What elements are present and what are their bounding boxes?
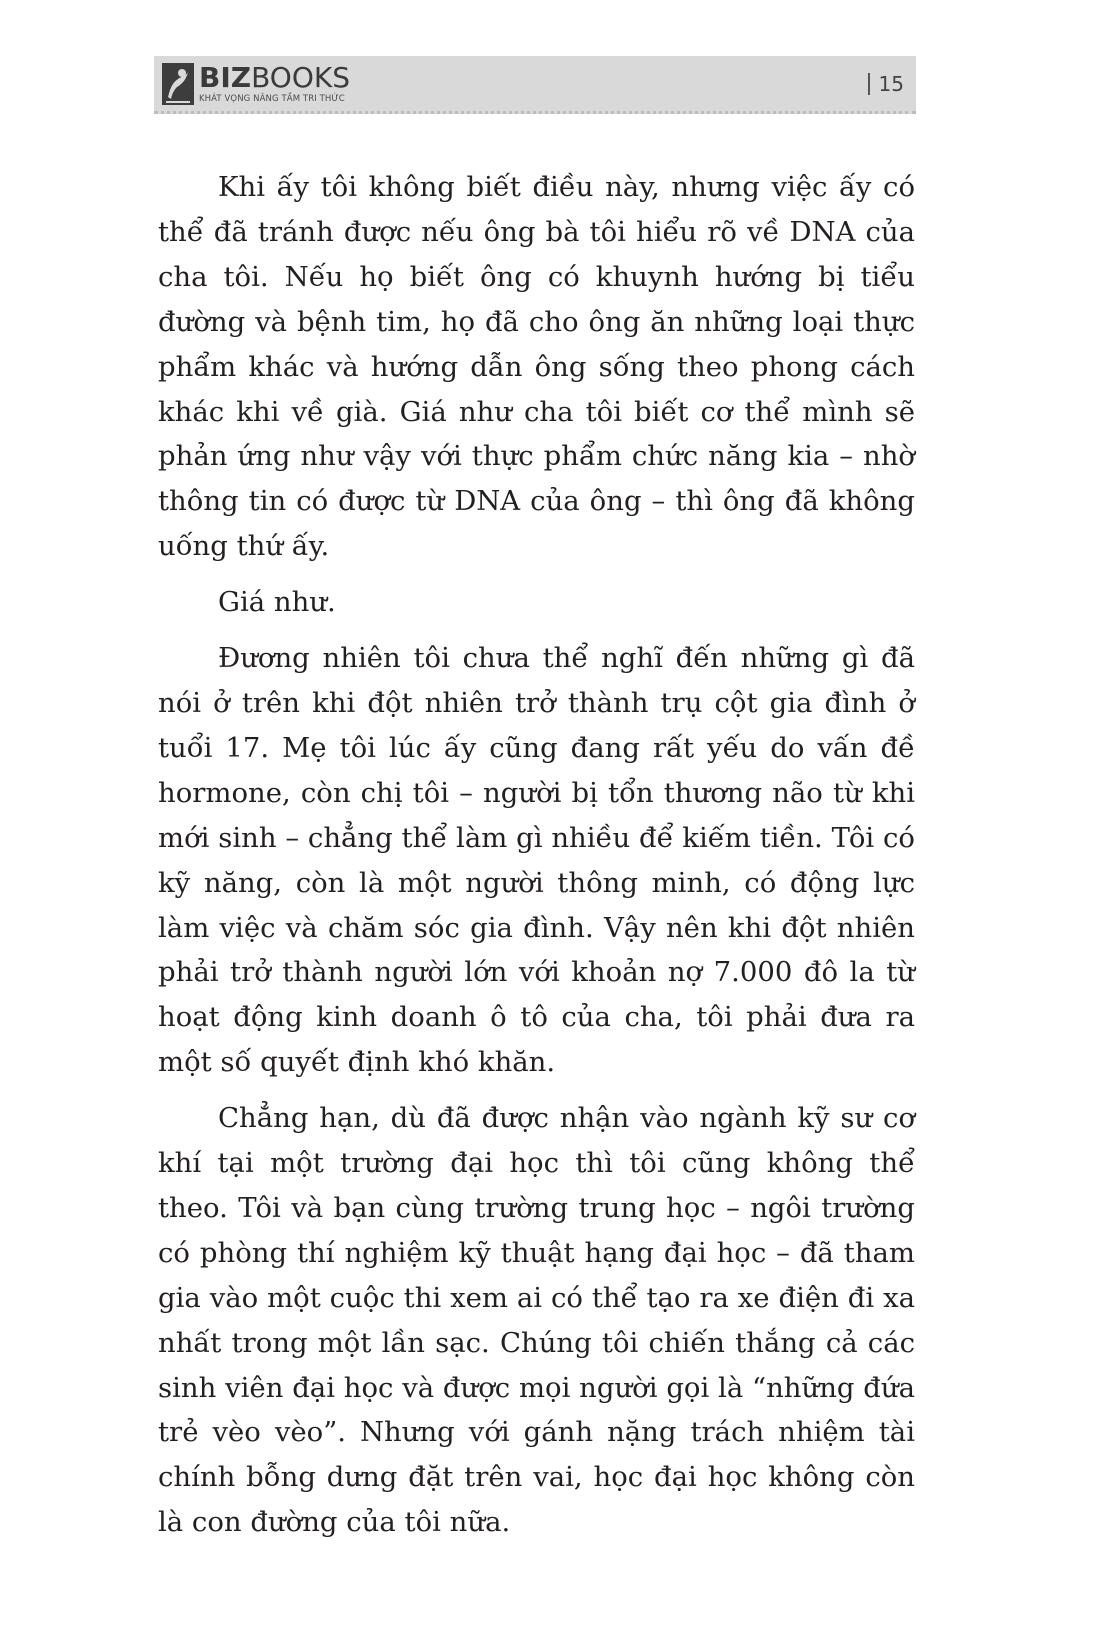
- running-header: [154, 56, 916, 114]
- paragraph-4: Chẳng hạn, dù đã được nhận vào ngành kỹ sư cơ khí tại một trường đại học thì tôi cũng không thể theo. Tôi và bạn cùng trường trung học – ngôi trường có phòng thí nghiệm kỹ thuật hạng đại học – đã tham gia vào một cuộc thi xem ai có thể tạo ra xe điện đi xa nhất trong một lần sạc. Chúng tôi chiến thắng cả các sinh viên đại học và được mọi người gọi là “những đứa trẻ vèo vèo”. Nhưng với gánh nặng trách nhiệm tài chính bỗng dưng đặt trên vai, học đại học không còn là con đường của tôi nữa.: [158, 1102, 915, 1539]
- brand-name: [199, 63, 350, 93]
- paragraph-1: Khi ấy tôi không biết điều này, nhưng việc ấy có thể đã tránh được nếu ông bà tôi hiểu rõ về DNA của cha tôi. Nếu họ biết ông có khuynh hướng bị tiểu đường và bệnh tim, họ đã cho ông ăn những loại thực phẩm khác và hướng dẫn ông sống theo phong cách khác khi về già. Giá như cha tôi biết cơ thể mình sẽ phản ứng như vậy với thực phẩm chức năng kia – nhờ thông tin có được từ DNA của ông – thì ông đã không uống thứ ấy.: [158, 171, 915, 563]
- paragraph-2: Giá như.: [218, 586, 336, 619]
- paragraph-3: Đương nhiên tôi chưa thể nghĩ đến những gì đã nói ở trên khi đột nhiên trở thành trụ cột gia đình ở tuổi 17. Mẹ tôi lúc ấy cũng đang rất yếu do vấn đề hormone, còn chị tôi – người bị tổn thương não từ khi mới sinh – chẳng thể làm gì nhiều để kiếm tiền. Tôi có kỹ năng, còn là một người thông minh, có động lực làm việc và chăm sóc gia đình. Vậy nên khi đột nhiên phải trở thành người lớn với khoản nợ 7.000 đô la từ hoạt động kinh doanh ô tô của cha, tôi phải đưa ra một số quyết định khó khăn.: [158, 642, 915, 1079]
- page-number: [868, 72, 904, 96]
- brand-biz: BIZ: [199, 61, 252, 94]
- page-number-value: 15: [878, 72, 904, 96]
- brand-books: BOOKS: [251, 61, 350, 94]
- page-number-separator: [868, 73, 870, 95]
- publisher-logo: [162, 63, 350, 105]
- publisher-emblem-icon: [162, 63, 194, 105]
- body-text: [158, 165, 915, 1556]
- brand-tagline: KHÁT VỌNG NÂNG TẦM TRI THỨC: [199, 94, 345, 104]
